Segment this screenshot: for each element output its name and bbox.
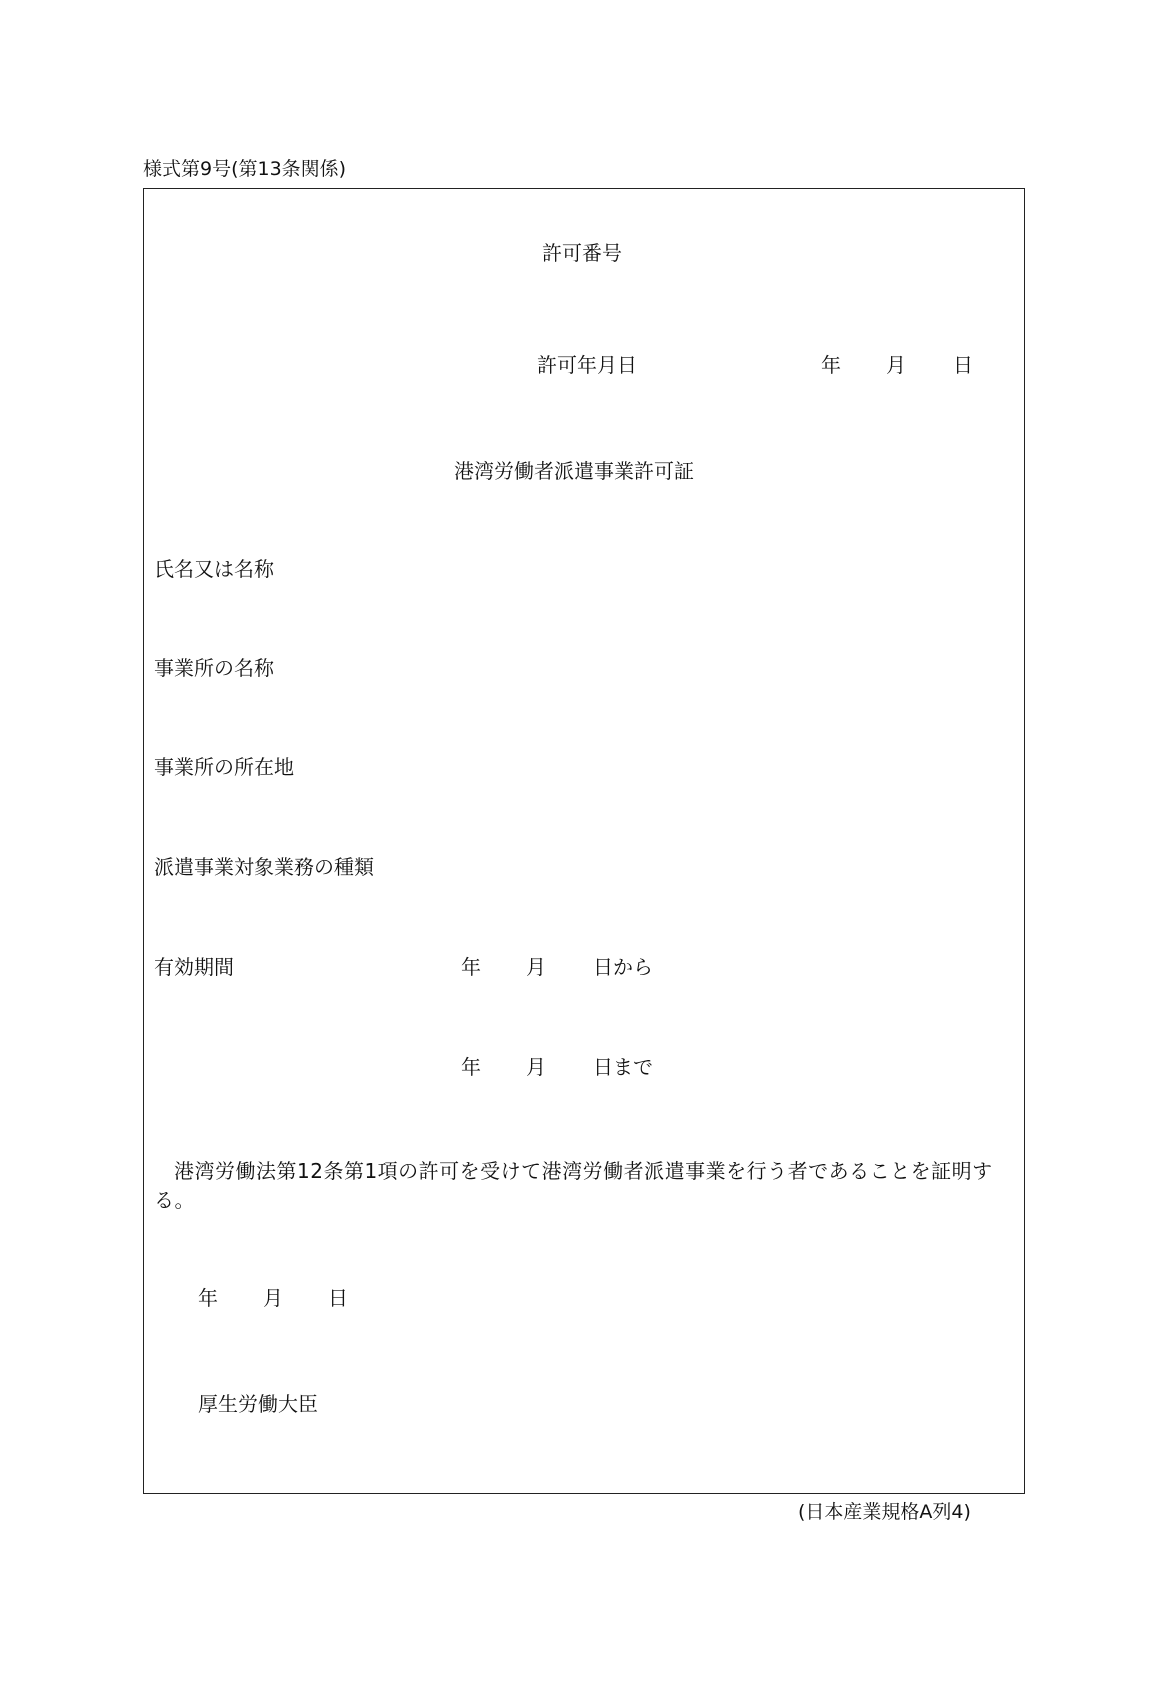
permit-date-label: 許可年月日 [537, 353, 637, 377]
validity-label: 有効期間 [154, 955, 234, 979]
validity-from-month: 月 [526, 955, 546, 979]
issue-day: 日 [328, 1286, 348, 1310]
issue-year: 年 [198, 1286, 218, 1310]
validity-to-day: 日まで [593, 1055, 653, 1079]
office-name-label: 事業所の名称 [154, 656, 274, 680]
validity-to-month: 月 [526, 1055, 546, 1079]
validity-to-year: 年 [461, 1055, 481, 1079]
permit-date-day: 日 [953, 353, 973, 377]
name-label: 氏名又は名称 [154, 557, 274, 581]
certificate-title: 港湾労働者派遣事業許可証 [454, 459, 694, 483]
permit-date-month: 月 [886, 353, 906, 377]
office-address-label: 事業所の所在地 [154, 755, 294, 779]
validity-from-day: 日から [593, 955, 653, 979]
issue-month: 月 [263, 1286, 283, 1310]
paper-size-note: (日本産業規格A列4) [798, 1501, 971, 1523]
permit-number-label: 許可番号 [542, 241, 622, 265]
issuer-label: 厚生労働大臣 [198, 1392, 318, 1416]
validity-from-year: 年 [461, 955, 481, 979]
certification-text: 港湾労働法第12条第1項の許可を受けて港湾労働者派遣事業を行う者であることを証明する。 [154, 1159, 993, 1212]
form-number: 様式第9号(第13条関係) [143, 158, 347, 180]
business-type-label: 派遣事業対象業務の種類 [154, 855, 374, 879]
permit-date-year: 年 [821, 353, 841, 377]
